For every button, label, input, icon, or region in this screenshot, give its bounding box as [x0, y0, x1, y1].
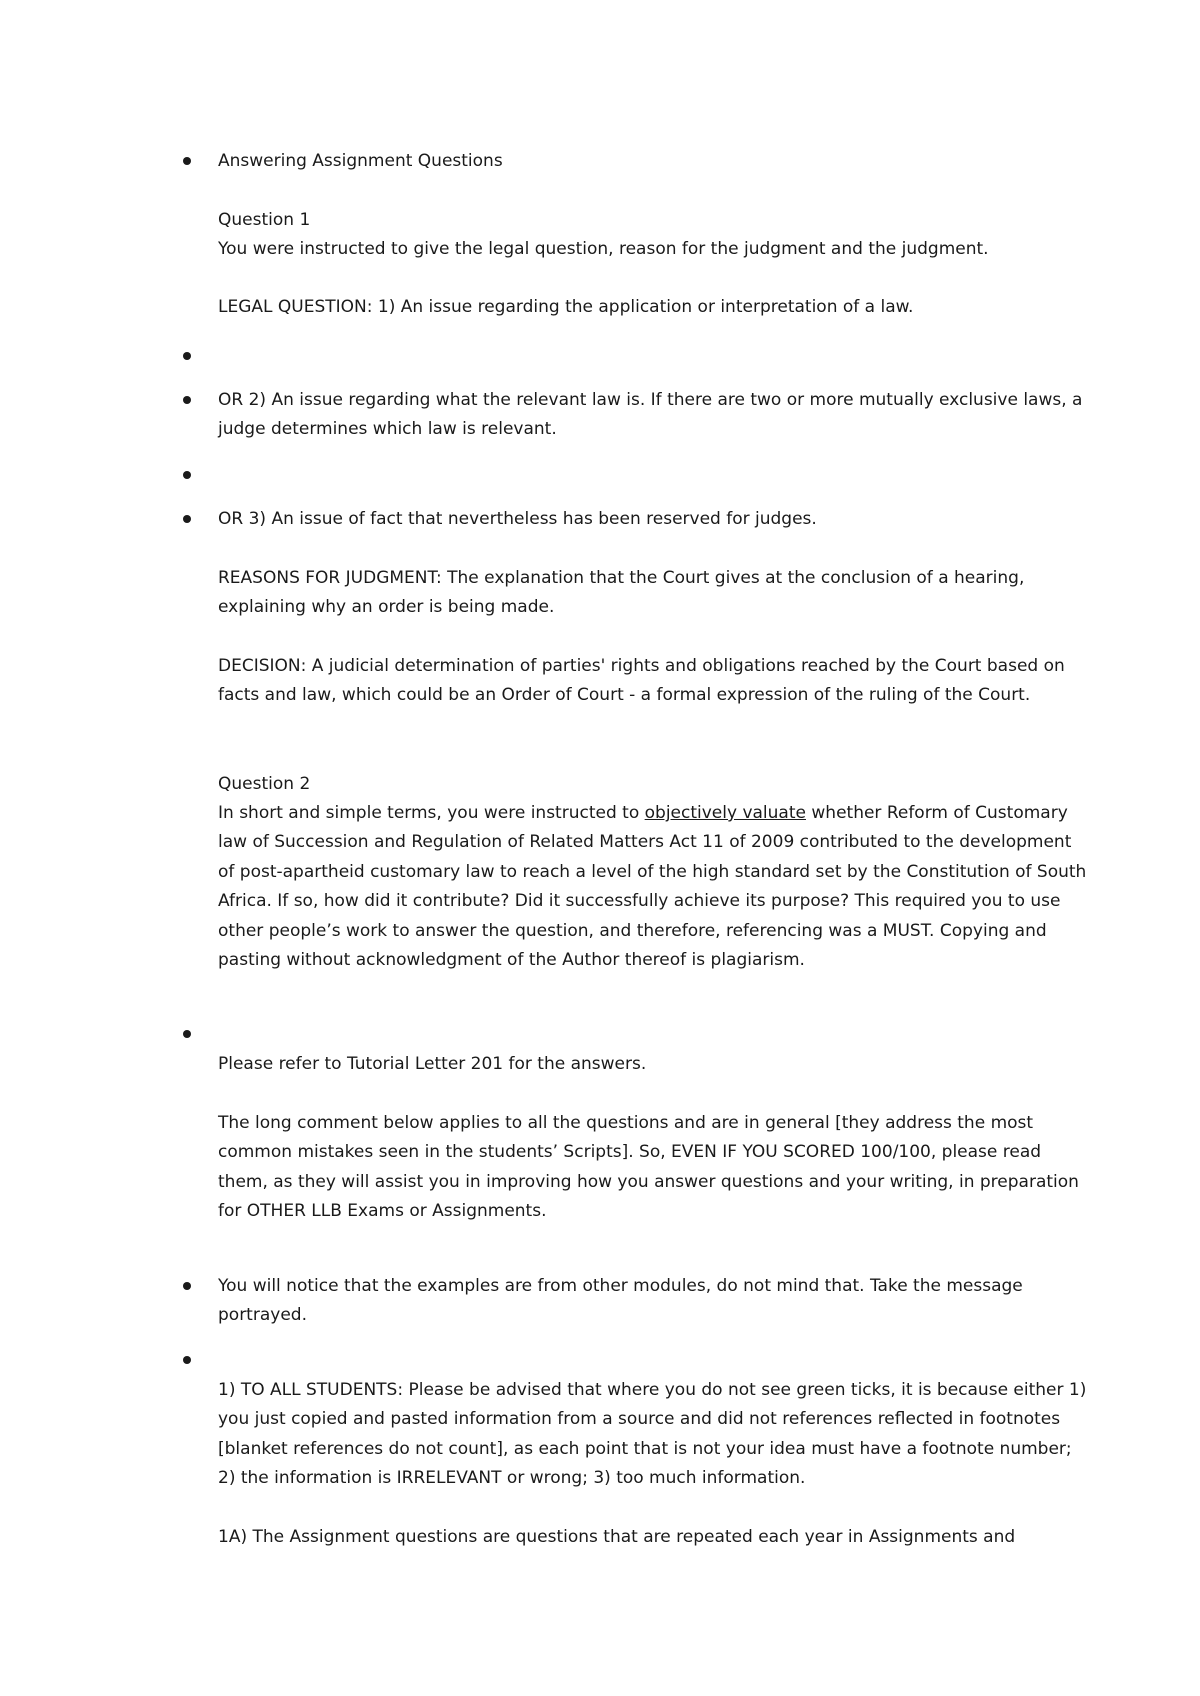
tutorial-letter-reference: Please refer to Tutorial Letter 201 for the answers.: [218, 1054, 647, 1074]
legal-question-1: LEGAL QUESTION: 1) An issue regarding the application or interpretation of a law.: [218, 297, 914, 317]
legal-question-2: OR 2) An issue regarding what the relevant law is. If there are two or more mutually exclusive laws, a judge determines which law is relevant.: [218, 390, 1083, 440]
question-2-paragraph: [218, 799, 1088, 975]
question-2-label: Question 2: [218, 774, 311, 794]
reasons-for-judgment: REASONS FOR JUDGMENT: The explanation that the Court gives at the conclusion of a hearing, explaining why an order is being made.: [218, 568, 1025, 618]
legal-question-3: OR 3) An issue of fact that nevertheless has been reserved for judges.: [218, 509, 817, 529]
bullet: [183, 396, 191, 404]
bullet: [183, 157, 191, 165]
bullet: [183, 1356, 191, 1364]
bullet: [183, 1030, 191, 1038]
question-2-text-start: In short and simple terms, you were instructed to: [218, 803, 645, 823]
decision: DECISION: A judicial determination of parties' rights and obligations reached by the Court based on facts and law, which could be an Order of Court - a formal expression of the ruling of the Court.: [218, 656, 1065, 706]
point-1: 1) TO ALL STUDENTS: Please be advised that where you do not see green ticks, it is because either 1) you just copied and pasted information from a source and did not references reflected in footnotes [blanket references do not count], as each point that is not your idea must have a footnote number; 2) the information is IRRELEVANT or wrong; 3) too much information.: [218, 1380, 1087, 1489]
question-2-text-end: whether Reform of Customary law of Succession and Regulation of Related Matters Act 11 of 2009 contributed to the development of post-apartheid customary law to reach a level of the high standard set by the Constitution of South Africa. If so, how did it contribute? Did it successfully achieve its purpose? This required you to use other people’s work to answer the question, and therefore, referencing was a MUST. Copying and pasting without acknowledgment of the Author thereof is plagiarism.: [218, 803, 1087, 971]
bullet: [183, 471, 191, 479]
point-1a: 1A) The Assignment questions are questions that are repeated each year in Assignments and: [218, 1527, 1016, 1547]
question-1-label: Question 1: [218, 210, 311, 230]
bullet: [183, 352, 191, 360]
examples-note: You will notice that the examples are from other modules, do not mind that. Take the message portrayed.: [218, 1276, 1023, 1326]
document-heading: Answering Assignment Questions: [218, 151, 503, 171]
bullet: [183, 1282, 191, 1290]
question-1-instruction: You were instructed to give the legal question, reason for the judgment and the judgment.: [218, 239, 989, 259]
long-comment: The long comment below applies to all the questions and are in general [they address the most common mistakes seen in the students’ Scripts]. So, EVEN IF YOU SCORED 100/100, please read them, as they will assist you in improving how you answer questions and your writing, in preparation for OTHER LLB Exams or Assignments.: [218, 1113, 1079, 1222]
bullet: [183, 515, 191, 523]
underlined-phrase: objectively valuate: [644, 803, 806, 823]
